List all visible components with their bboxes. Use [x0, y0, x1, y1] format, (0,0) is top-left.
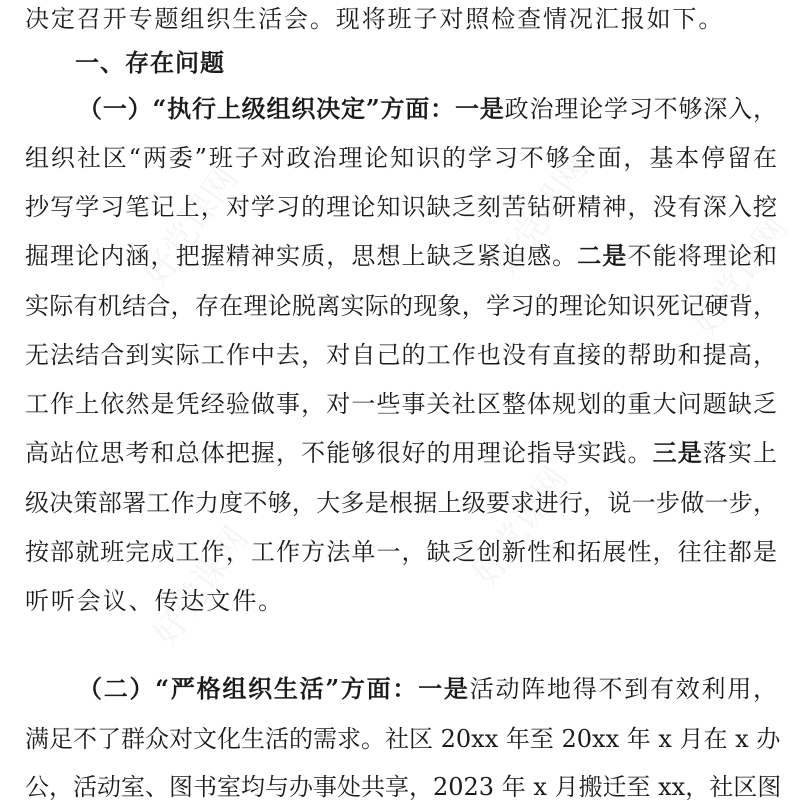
paragraph-line — [25, 586, 777, 616]
paragraph-line — [25, 340, 777, 370]
paragraph-line — [25, 4, 777, 34]
body-text: 满足不了群众对文化生活的需求。社区 20xx 年至 20xx 年 x 月在 x 办 — [25, 725, 781, 753]
paragraph-line — [25, 724, 781, 754]
bold-lead-text: （二）“严格组织生活”方面：一是 — [78, 674, 470, 703]
bold-lead-text: 三是 — [652, 438, 703, 467]
body-text: 一、存在问题 — [75, 49, 225, 77]
watermark — [139, 515, 257, 655]
watermark — [679, 205, 797, 345]
paragraph-line — [78, 94, 777, 124]
paragraph-line — [25, 438, 777, 468]
body-text: 高站位思考和总体把握，不能够很好的用理论指导实践。 — [25, 439, 653, 467]
body-text: 实际有机结合，存在理论脱离实际的现象，学习的理论知识死记硬背， — [25, 292, 777, 320]
paragraph-line — [78, 674, 777, 704]
body-text: 按部就班完成工作，工作方法单一，缺乏创新性和拓展性，往往都是 — [25, 538, 777, 566]
body-text: 抄写学习笔记上，对学习的理论知识缺乏刻苦钻研精神，没有深入挖 — [25, 193, 777, 221]
body-text: 公，活动室、图书室均与办事处共享，2023 年 x 月搬迁至 xx，社区图 — [25, 773, 782, 801]
watermark — [459, 455, 577, 595]
watermark — [129, 155, 247, 295]
body-text: 掘理论内涵，把握精神实质，思想上缺乏紧迫感。 — [25, 242, 578, 270]
section-heading — [75, 48, 225, 78]
paragraph-line — [25, 537, 777, 567]
body-text: 活动阵地得不到有效利用， — [469, 675, 778, 703]
body-text: 工作上依然是凭经验做事，对一些事关社区整体规划的重大问题缺乏 — [25, 390, 777, 418]
paragraph-line — [25, 389, 777, 419]
paragraph-line — [25, 192, 777, 222]
bold-lead-text: 二是 — [577, 241, 628, 270]
body-text: 不能将理论和 — [627, 242, 778, 270]
bold-lead-text: （一）“执行上级组织决定”方面：一是 — [78, 94, 505, 123]
paragraph-line — [25, 772, 782, 802]
paragraph-line — [25, 291, 777, 321]
paragraph-line — [25, 241, 777, 271]
body-text: 无法结合到实际工作中去，对自己的工作也没有直接的帮助和提高， — [25, 341, 777, 369]
body-text: 听听会议、传达文件。 — [25, 587, 284, 615]
body-text: 组织社区“两委”班子对政治理论知识的学习不够全面，基本停留在 — [25, 144, 777, 172]
body-text: 政治理论学习不够深入， — [504, 95, 778, 123]
body-text: 级决策部署工作力度不够，大多是根据上级要求进行，说一步做一步， — [25, 489, 777, 517]
body-text: 决定召开专题组织生活会。现将班子对照检查情况汇报如下。 — [25, 5, 725, 33]
paragraph-line — [25, 488, 777, 518]
paragraph-line — [25, 143, 777, 173]
body-text: 落实上 — [702, 439, 778, 467]
